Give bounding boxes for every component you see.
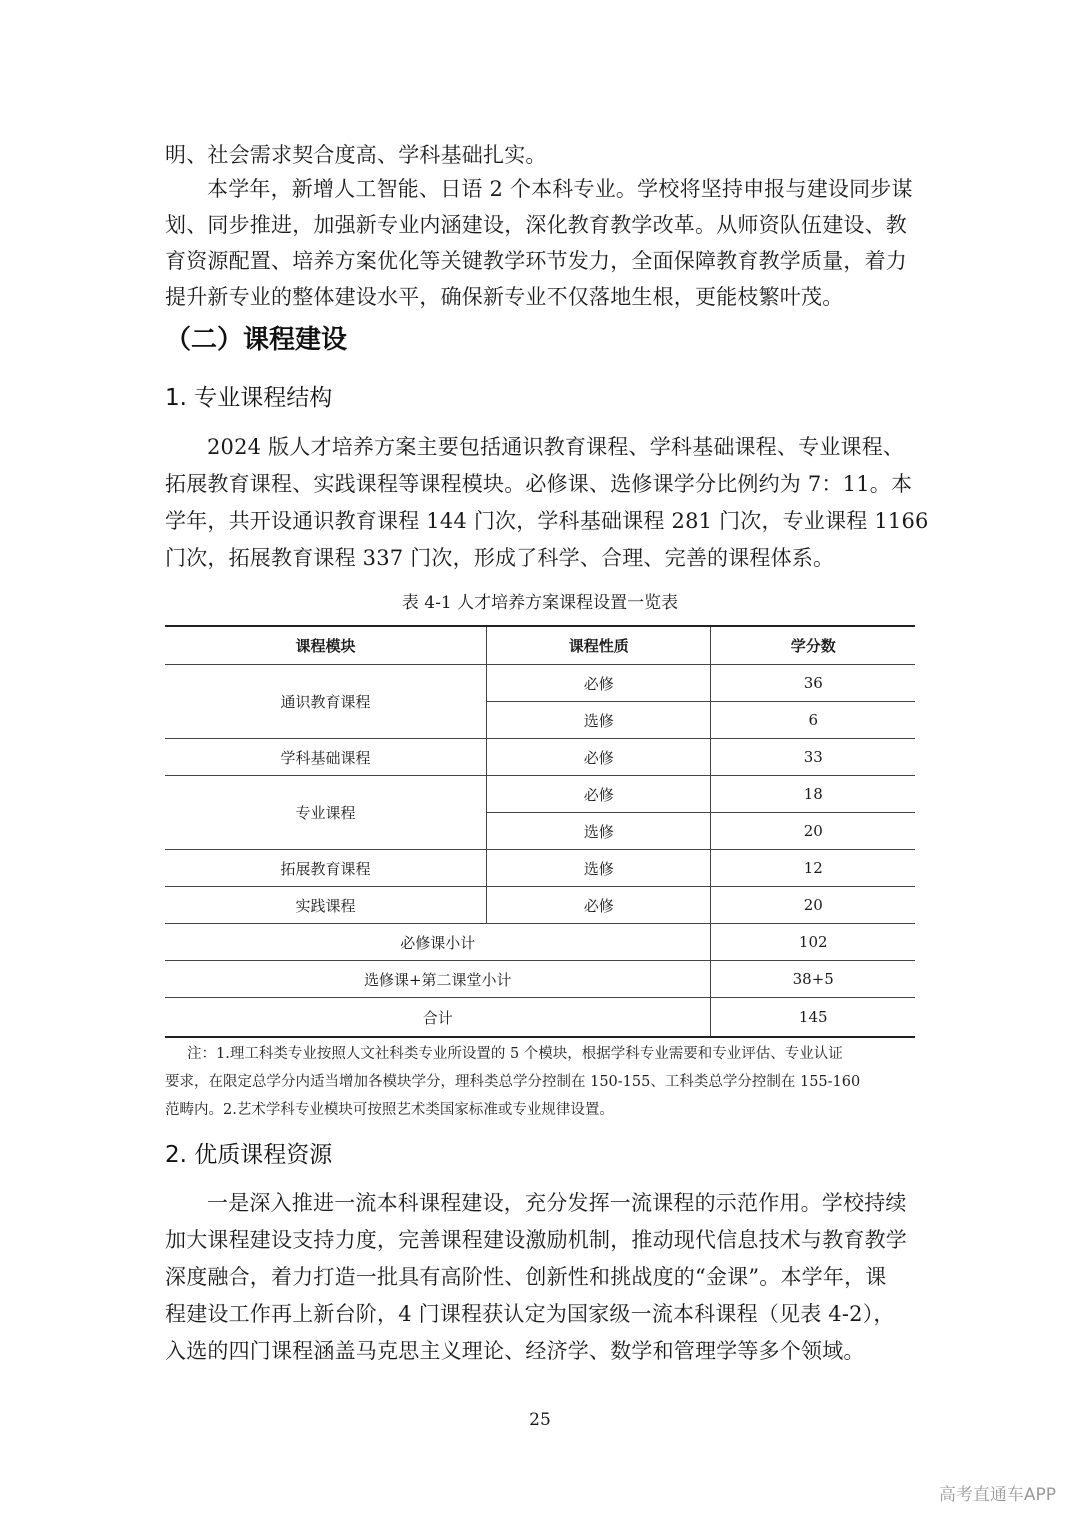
table-note-line: 注：1.理工科类专业按照人文社科类专业所设置的 5 个模块，根据学科专业需要和专业评估、专业认证 — [187, 1046, 843, 1062]
paragraph-line: 程建设工作再上新台阶，4 门课程获认定为国家级一流本科课程（见表 4-2）， — [165, 1302, 895, 1326]
nature-cell: 必修 — [487, 739, 711, 776]
credits-cell: 20 — [711, 813, 915, 850]
subtotal-label: 必修课小计 — [165, 924, 711, 961]
paragraph-line: 加大课程建设支持力度，完善课程建设激励机制，推动现代信息技术与教育教学 — [165, 1228, 907, 1252]
table-caption: 表 4-1 人才培养方案课程设置一览表 — [401, 593, 679, 613]
credits-cell: 20 — [711, 887, 915, 924]
module-cell: 专业课程 — [165, 776, 487, 850]
module-cell: 拓展教育课程 — [165, 850, 487, 887]
table-note-line: 范畴内。2.艺术学科专业模块可按照艺术类国家标准或专业规律设置。 — [165, 1102, 614, 1118]
nature-cell: 选修 — [487, 702, 711, 739]
credits-cell: 36 — [711, 665, 915, 702]
module-cell: 实践课程 — [165, 887, 487, 924]
paragraph-line: 拓展教育课程、实践课程等课程模块。必修课、选修课学分比例约为 7：11。本 — [165, 472, 913, 496]
paragraph-line: 2024 版人才培养方案主要包括通识教育课程、学科基础课程、专业课程、 — [207, 435, 905, 459]
paragraph-line: 本学年，新增人工智能、日语 2 个本科专业。学校将坚持申报与建设同步谋 — [207, 177, 913, 201]
module-cell: 通识教育课程 — [280, 693, 371, 711]
table-row — [165, 776, 915, 813]
table-total-row — [165, 998, 915, 1038]
header-module: 课程模块 — [165, 626, 487, 665]
paragraph-line: 门次，拓展教育课程 337 门次，形成了科学、合理、完善的课程体系。 — [165, 546, 835, 570]
paragraph-line: 明、社会需求契合度高、学科基础扎实。 — [165, 143, 547, 167]
subsection-heading: 1. 专业课程结构 — [165, 385, 333, 411]
header-nature: 课程性质 — [487, 626, 711, 665]
paragraph-line: 入选的四门课程涵盖马克思主义理论、经济学、数学和管理学等多个领域。 — [165, 1339, 865, 1363]
credits-cell: 6 — [711, 702, 915, 739]
table-header-row — [165, 626, 915, 665]
table-row — [165, 850, 915, 887]
paragraph-line: 一是深入推进一流本科课程建设，充分发挥一流课程的示范作用。学校持续 — [207, 1191, 907, 1215]
table-row — [165, 739, 915, 776]
nature-cell: 选修 — [487, 813, 711, 850]
credits-cell: 33 — [711, 739, 915, 776]
app-watermark: 高考直通车APP — [938, 1485, 1056, 1505]
module-cell: 学科基础课程 — [165, 739, 487, 776]
paragraph-line: 育资源配置、培养方案优化等关键教学环节发力，全面保障教育教学质量，着力 — [165, 249, 907, 273]
subtotal-label: 选修课+第二课堂小计 — [165, 961, 711, 998]
nature-cell: 选修 — [487, 850, 711, 887]
credits-cell: 12 — [711, 850, 915, 887]
table-row — [165, 887, 915, 924]
nature-cell: 必修 — [487, 776, 711, 813]
subtotal-value: 102 — [711, 924, 915, 961]
total-value: 145 — [711, 998, 915, 1038]
paragraph-line: 提升新专业的整体建设水平，确保新专业不仅落地生根，更能枝繁叶茂。 — [165, 285, 844, 309]
table-subtotal-row — [165, 961, 915, 998]
header-credits: 学分数 — [711, 626, 915, 665]
table-row — [165, 665, 915, 702]
table-note-line: 要求，在限定总学分内适当增加各模块学分，理科类总学分控制在 150-155、工科类总学分控制在 155-160 — [165, 1074, 861, 1090]
page-number: 25 — [529, 1410, 551, 1430]
paragraph-line: 深度融合，着力打造一批具有高阶性、创新性和挑战度的“金课”。本学年，课 — [165, 1265, 887, 1289]
course-table — [165, 625, 915, 1038]
paragraph-line: 学年，共开设通识教育课程 144 门次，学科基础课程 281 门次，专业课程 1166 — [165, 509, 929, 533]
nature-cell: 必修 — [487, 887, 711, 924]
total-label: 合计 — [165, 998, 711, 1038]
credits-cell: 18 — [711, 776, 915, 813]
paragraph-line: 划、同步推进，加强新专业内涵建设，深化教育教学改革。从师资队伍建设、教 — [165, 213, 907, 237]
subsection-heading: 2. 优质课程资源 — [165, 1142, 333, 1168]
section-heading: （二）课程建设 — [165, 325, 348, 355]
nature-cell: 必修 — [487, 665, 711, 702]
table-subtotal-row — [165, 924, 915, 961]
subtotal-value: 38+5 — [711, 961, 915, 998]
